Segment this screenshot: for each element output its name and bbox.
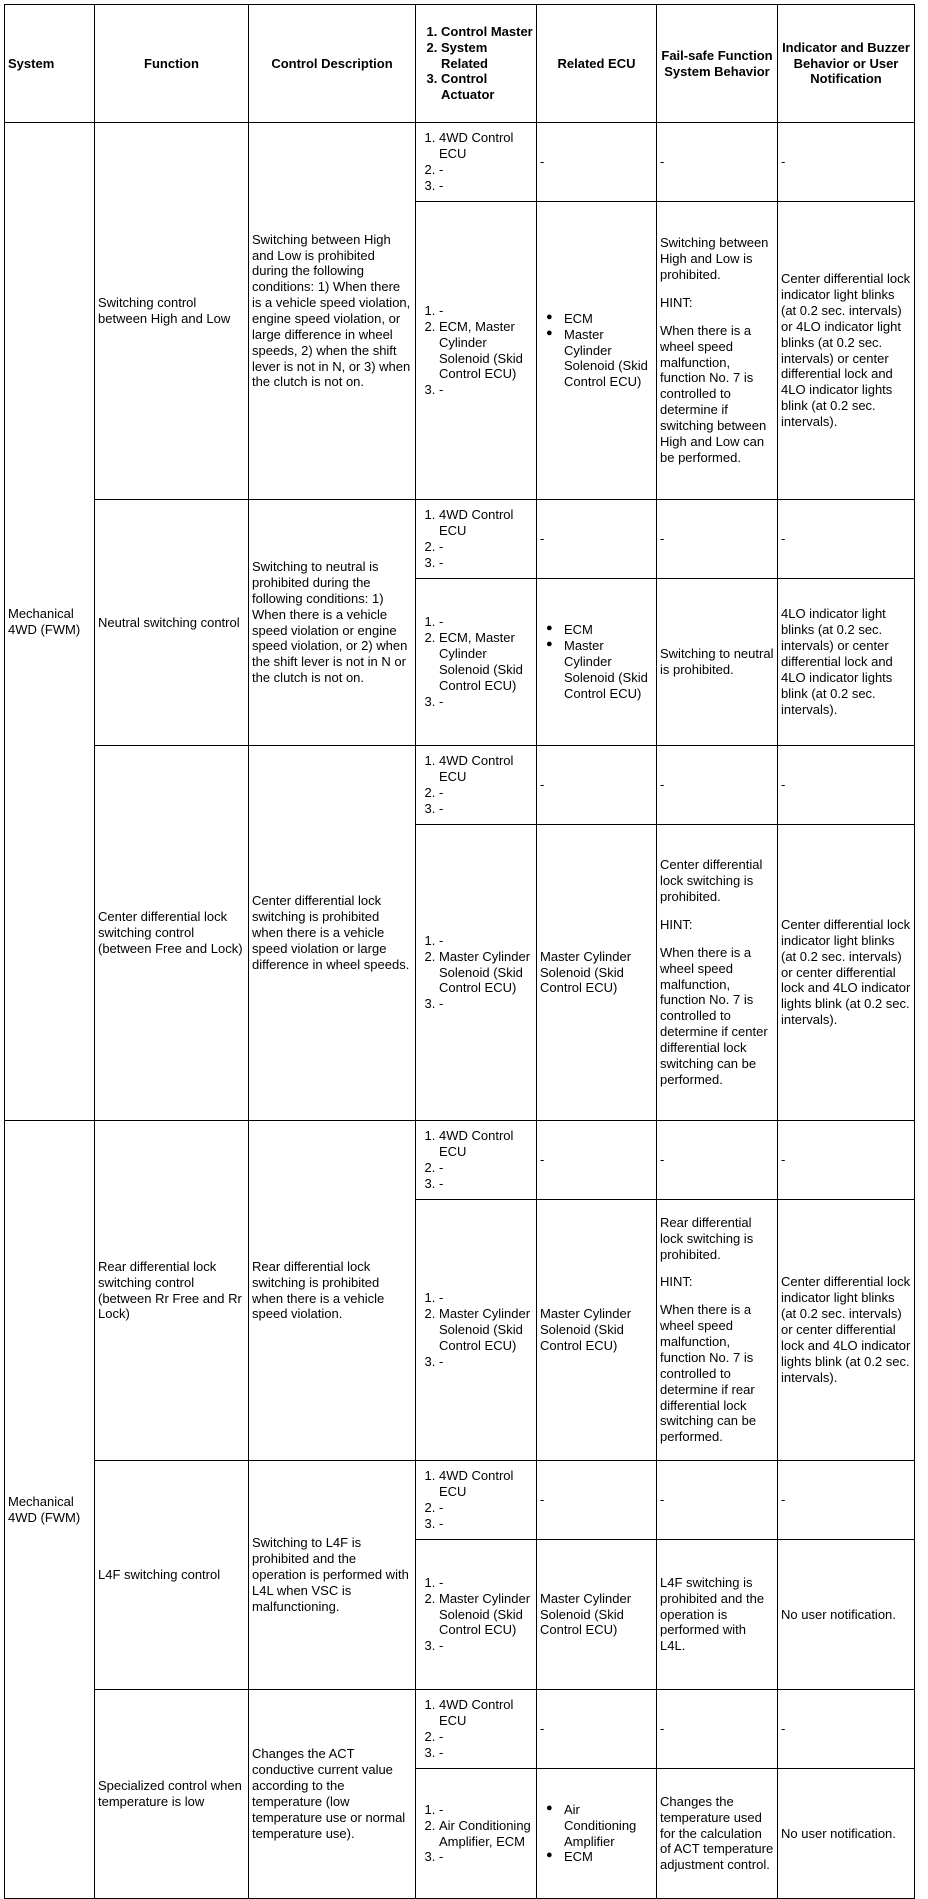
related-ecu-cell: - — [537, 1121, 657, 1200]
related-ecu-cell: - — [537, 123, 657, 202]
related-ecu-cell: - — [537, 1690, 657, 1769]
description-cell: Center differential lock switching is prohibited when there is a vehicle speed violation or large difference in wheel speeds. — [249, 746, 416, 1121]
function-cell: Specialized control when temperature is low — [95, 1690, 249, 1899]
indicator-cell: 4LO indicator light blinks (at 0.2 sec. intervals) or center differential lock and 4LO indicator lights blink (at 0.2 sec. intervals). — [778, 579, 915, 746]
indicator-cell: - — [778, 1121, 915, 1200]
header-failsafe: Fail-safe Function System Behavior — [657, 5, 778, 123]
failsafe-cell: Center differential lock switching is prohibited. HINT: When there is a wheel speed malfunction, function No. 7 is controlled to determine if center differential lock switching can be performed. — [657, 825, 778, 1121]
function-cell: Center differential lock switching control (between Free and Lock) — [95, 746, 249, 1121]
description-cell: Switching to L4F is prohibited and the operation is performed with L4L when VSC is malfunctioning. — [249, 1461, 416, 1690]
header-system: System — [5, 5, 95, 123]
related-ecu-cell: - — [537, 500, 657, 579]
failsafe-cell: - — [657, 1121, 778, 1200]
header-control-description: Control Description — [249, 5, 416, 123]
header-control-master: 1. Control Master — [441, 24, 533, 40]
failsafe-cell: Rear differential lock switching is prohibited. HINT: When there is a wheel speed malfunction, function No. 7 is controlled to determine if rear differential lock switching can be performed. — [657, 1200, 778, 1461]
failsafe-cell: - — [657, 1461, 778, 1540]
failsafe-cell: - — [657, 1690, 778, 1769]
failsafe-cell: - — [657, 500, 778, 579]
header-control-items — [416, 5, 537, 123]
related-ecu-cell: Master Cylinder Solenoid (Skid Control ECU) — [537, 825, 657, 1121]
function-cell: Switching control between High and Low — [95, 123, 249, 500]
related-ecu-cell: ● Air Conditioning Amplifier ● ECM — [537, 1769, 657, 1899]
system-cell: Mechanical 4WD (FWM) — [5, 123, 95, 1121]
control-actuator-cell: 1. - 2. Master Cylinder Solenoid (Skid Control ECU) 3. - — [416, 1200, 537, 1461]
table-row — [5, 123, 915, 202]
description-cell: Switching to neutral is prohibited during the following conditions: 1) When there is a vehicle speed violation or engine speed violation, or 2) when the shift lever is not in N or the clutch is not on. — [249, 500, 416, 746]
control-actuator-cell: 1. - 2. Master Cylinder Solenoid (Skid Control ECU) 3. - — [416, 825, 537, 1121]
header-row — [5, 5, 915, 123]
document-page — [4, 4, 914, 1899]
control-function-table — [4, 4, 915, 1899]
table-row — [5, 1121, 915, 1200]
function-cell: Rear differential lock switching control (between Rr Free and Rr Lock) — [95, 1121, 249, 1461]
indicator-cell: No user notification. — [778, 1540, 915, 1690]
control-actuator-cell: 1. - 2. ECM, Master Cylinder Solenoid (Skid Control ECU) 3. - — [416, 579, 537, 746]
table-row — [5, 1690, 915, 1769]
indicator-cell: - — [778, 1690, 915, 1769]
description-cell: Switching between High and Low is prohibited during the following conditions: 1) When there is a vehicle speed violation, engine speed violation, or large difference in wheel speeds, 2) when the shift lever is not in N, or 3) when the clutch is not on. — [249, 123, 416, 500]
description-cell: Changes the ACT conductive current value according to the temperature (low temperature use or normal temperature use). — [249, 1690, 416, 1899]
related-ecu-cell: ● ECM ● Master Cylinder Solenoid (Skid Control ECU) — [537, 202, 657, 500]
header-system-related: 2. System Related — [441, 40, 533, 72]
indicator-cell: - — [778, 123, 915, 202]
indicator-cell: - — [778, 500, 915, 579]
table-row — [5, 1461, 915, 1540]
related-ecu-cell: Master Cylinder Solenoid (Skid Control ECU) — [537, 1200, 657, 1461]
control-master-cell: 1. 4WD Control ECU 2. - 3. - — [416, 500, 537, 579]
control-actuator-cell: 1. - 2. Master Cylinder Solenoid (Skid Control ECU) 3. - — [416, 1540, 537, 1690]
indicator-cell: No user notification. — [778, 1769, 915, 1899]
header-related-ecu: Related ECU — [537, 5, 657, 123]
description-cell: Rear differential lock switching is prohibited when there is a vehicle speed violation. — [249, 1121, 416, 1461]
header-function: Function — [95, 5, 249, 123]
failsafe-cell: - — [657, 746, 778, 825]
indicator-cell: Center differential lock indicator light blinks (at 0.2 sec. intervals) or center differential lock and 4LO indicator lights blink (at 0.2 sec. intervals). — [778, 825, 915, 1121]
function-cell: Neutral switching control — [95, 500, 249, 746]
header-indicator: Indicator and Buzzer Behavior or User Notification — [778, 5, 915, 123]
control-actuator-cell: 1. - 2. Air Conditioning Amplifier, ECM 3. - — [416, 1769, 537, 1899]
failsafe-cell: Switching between High and Low is prohibited. HINT: When there is a wheel speed malfunction, function No. 7 is controlled to determine if switching between High and Low can be performed. — [657, 202, 778, 500]
control-master-cell: 1. 4WD Control ECU 2. - 3. - — [416, 123, 537, 202]
control-master-cell: 1. 4WD Control ECU 2. - 3. - — [416, 1690, 537, 1769]
control-master-cell: 1. 4WD Control ECU 2. - 3. - — [416, 746, 537, 825]
related-ecu-cell: ● ECM ● Master Cylinder Solenoid (Skid Control ECU) — [537, 579, 657, 746]
failsafe-cell: L4F switching is prohibited and the operation is performed with L4L. — [657, 1540, 778, 1690]
indicator-cell: Center differential lock indicator light blinks (at 0.2 sec. intervals) or 4LO indicator light blinks (at 0.2 sec. intervals) or center differential lock and 4LO indicator lights blink (at 0.2 sec. intervals). — [778, 202, 915, 500]
failsafe-cell: Switching to neutral is prohibited. — [657, 579, 778, 746]
failsafe-cell: - — [657, 123, 778, 202]
function-cell: L4F switching control — [95, 1461, 249, 1690]
related-ecu-cell: - — [537, 746, 657, 825]
header-control-actuator: 3. Control Actuator — [441, 71, 533, 103]
table-row — [5, 746, 915, 825]
indicator-cell: Center differential lock indicator light blinks (at 0.2 sec. intervals) or center differential lock and 4LO indicator lights blink (at 0.2 sec. intervals). — [778, 1200, 915, 1461]
control-master-cell: 1. 4WD Control ECU 2. - 3. - — [416, 1121, 537, 1200]
related-ecu-cell: Master Cylinder Solenoid (Skid Control ECU) — [537, 1540, 657, 1690]
system-cell: Mechanical 4WD (FWM) — [5, 1121, 95, 1899]
control-master-cell: 1. 4WD Control ECU 2. - 3. - — [416, 1461, 537, 1540]
indicator-cell: - — [778, 746, 915, 825]
failsafe-cell: Changes the temperature used for the calculation of ACT temperature adjustment control. — [657, 1769, 778, 1899]
related-ecu-cell: - — [537, 1461, 657, 1540]
indicator-cell: - — [778, 1461, 915, 1540]
control-actuator-cell: 1. - 2. ECM, Master Cylinder Solenoid (Skid Control ECU) 3. - — [416, 202, 537, 500]
table-row — [5, 500, 915, 579]
